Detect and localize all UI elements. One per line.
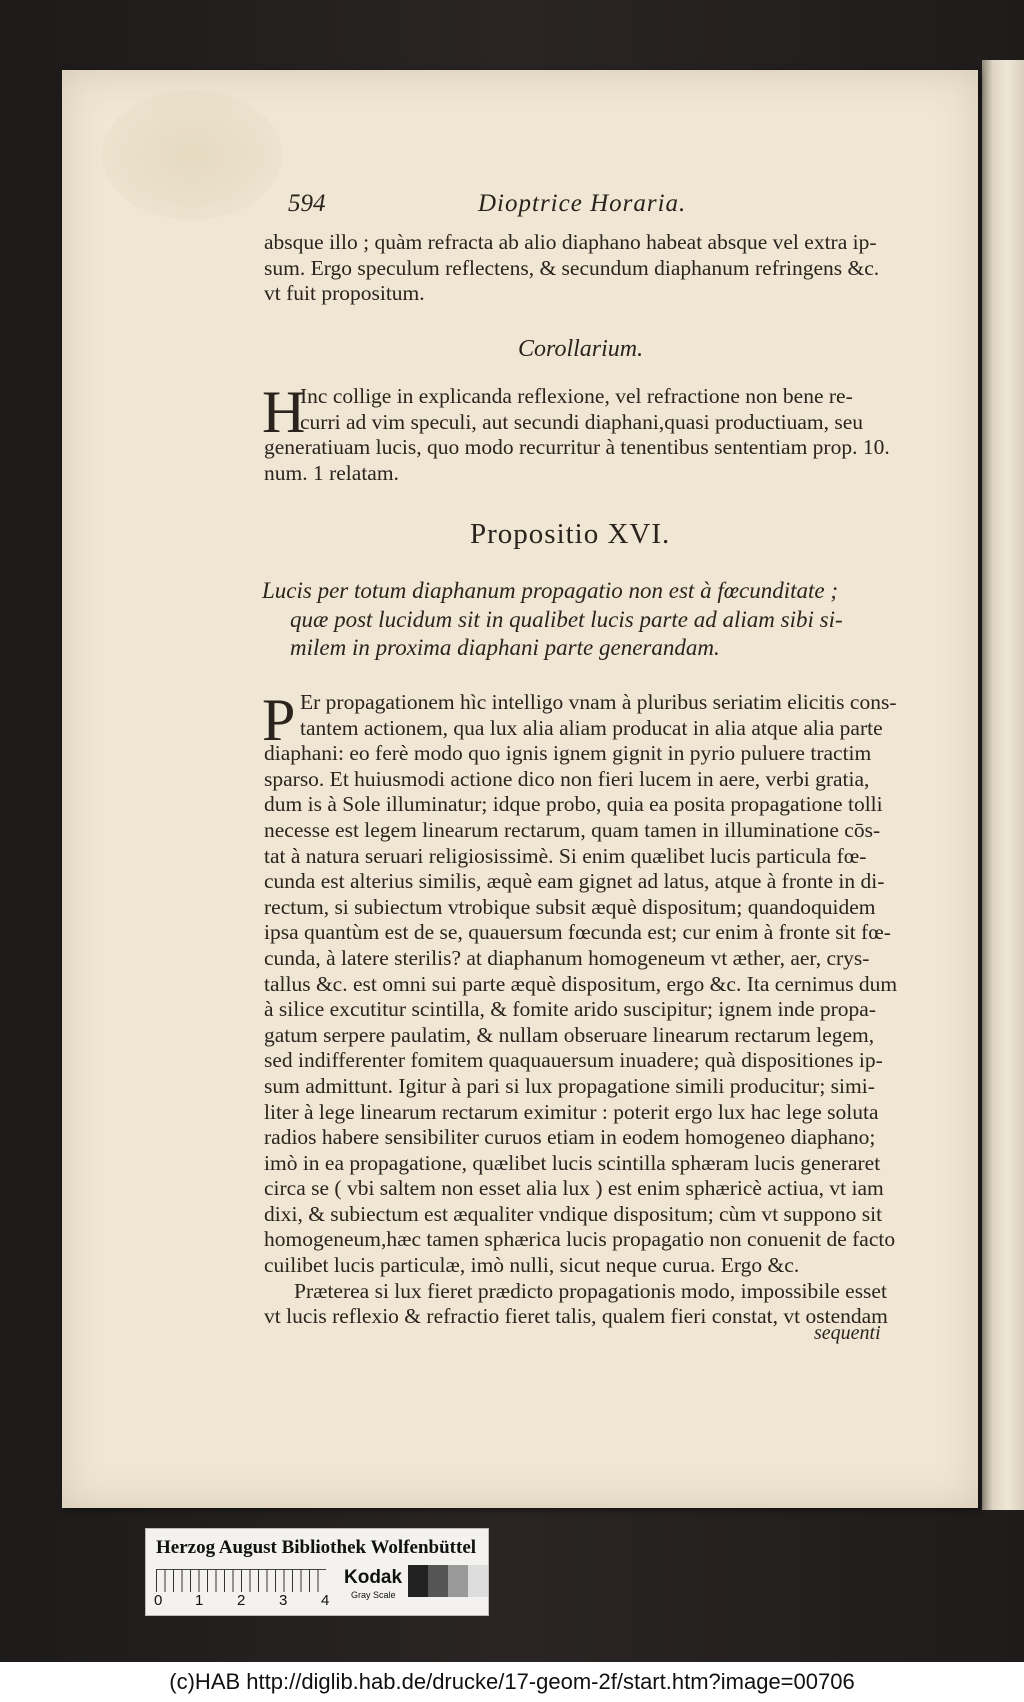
gray-swatch (428, 1565, 448, 1597)
text-line: à silice excutitur scintilla, & fomite arido suscipitur; ignem inde propa- (264, 997, 876, 1022)
text-line: generatiuam lucis, quo modo recurritur à tenentibus sententiam prop. 10. (264, 435, 890, 460)
gray-scale-label: Gray Scale (351, 1590, 396, 1600)
statement-line: Lucis per totum diaphanum propagatio non est à fœcunditate ; (262, 578, 839, 603)
text-line: tallus &c. est omni sui parte æquè dispositum, ergo &c. Ita cernimus dum (264, 971, 898, 996)
proposition-statement (262, 577, 922, 663)
corollary-paragraph (262, 379, 922, 486)
text-line: sum admittunt. Igitur à pari si lux propagatione simili producitur; simi- (264, 1073, 875, 1098)
text-line: diaphani: eo ferè modo quo ignis ignem gignit in pyrio puluere tractim (264, 741, 872, 766)
ruler-number: 1 (195, 1592, 204, 1609)
ruler-numbers (154, 1592, 334, 1610)
paper-stain (102, 90, 282, 220)
running-title: Dioptrice Horaria. (478, 190, 687, 217)
gray-swatch (408, 1565, 428, 1597)
proposition-heading: Propositio XVI. (470, 518, 671, 550)
text-line: Er propagationem hìc intelligo vnam à pluribus seriatim elicitis cons- (300, 690, 897, 714)
text-line: curri ad vim speculi, aut secundi diaphani,quasi productiuam, seu (300, 409, 864, 434)
continuation-paragraph (264, 230, 922, 307)
gray-swatch (468, 1565, 488, 1597)
text-line: Inc collige in explicanda reflexione, vel refractione non bene re- (300, 384, 853, 408)
text-line: rectum, si subiectum vtrobique subsit æquè dispositum; quandoquidem (264, 894, 876, 919)
text-line: tantem actionem, qua lux alia aliam producat in alia atque alia parte (300, 715, 883, 740)
text-line: homogeneum,hæc tamen sphærica lucis propagatio non conuenit de facto (264, 1227, 896, 1252)
text-line: tat à natura seruari religiosissimè. Si enim quælibet lucis particula fœ- (264, 843, 867, 868)
catchword: sequenti (814, 1322, 881, 1344)
text-line: num. 1 relatam. (264, 460, 399, 485)
text-line: vt fuit propositum. (264, 281, 425, 306)
text-line: sparso. Et huiusmodi actione dico non fieri lucem in aere, verbi gratia, (264, 766, 870, 791)
ruler-number: 0 (154, 1592, 163, 1609)
text-line: liter à lege linearum rectarum eximitur : poterit ergo lux hac lege soluta (264, 1099, 879, 1124)
ruler-scale (156, 1569, 326, 1592)
text-line: cuilibet lucis particulæ, imò nulli, sicut neque curua. Ergo &c. (264, 1253, 800, 1278)
text-line: absque illo ; quàm refracta ab alio diaphano habeat absque vel extra ip- (264, 230, 877, 254)
copyright-footer: (c)HAB http://diglib.hab.de/drucke/17-geom-2f/start.htm?image=00706 (0, 1662, 1024, 1702)
ruler-number: 2 (237, 1592, 246, 1609)
main-dropcap: P (262, 687, 296, 753)
library-name: Herzog August Bibliothek Wolfenbüttel (156, 1537, 477, 1558)
page-number: 594 (288, 190, 326, 217)
text-line: ipsa quantùm est de se, quauersum fœcunda est; cur enim à fronte sit fœ- (264, 920, 891, 945)
text-line: radios habere sensibiliter curuos etiam in eodem homogeneo diaphano; (264, 1125, 876, 1150)
text-line: cunda, à latere sterilis? at diaphanum homogeneum vt æther, aer, crys- (264, 945, 870, 970)
text-line: sum. Ergo speculum reflectens, & secundum diaphanum refringens &c. (264, 255, 880, 280)
gray-swatch (448, 1565, 468, 1597)
text-line: Præterea si lux fieret prædicto propagationis modo, impossibile esset (294, 1278, 887, 1303)
running-head (288, 190, 928, 226)
text-line: vt lucis reflexio & refractio fieret talis, qualem fieri constat, vt ostendam (264, 1304, 888, 1329)
text-line: imò in ea propagatione, quælibet lucis scintilla sphæram lucis generaret (264, 1150, 881, 1175)
statement-line: milem in proxima diaphani parte generandam. (290, 635, 720, 660)
text-line: gatum serpere paulatim, & nullam obseruare linearum rectarum legem, (264, 1022, 875, 1047)
text-line: dixi, & subiectum est æqualiter vndique dispositum; cùm vt suppono sit (264, 1201, 883, 1226)
kodak-logo: Kodak (344, 1567, 403, 1588)
corollary-dropcap: H (262, 379, 306, 445)
text-line: sed indifferenter fomitem quaquauersum inuadere; quà dispositiones ip- (264, 1048, 883, 1073)
main-paragraph (262, 687, 922, 1330)
text-line: cunda est alterius similis, æquè eam gignet ad latus, atque à fronte in di- (264, 869, 885, 894)
text-line: dum is à Sole illuminatur; idque probo, quia ea posita propagatione tolli (264, 792, 883, 817)
text-line: circa se ( vbi saltem non esset alia lux ) est enim sphæricè actiua, vt iam (264, 1176, 884, 1201)
ruler-number: 4 (321, 1592, 330, 1609)
ruler-number: 3 (279, 1592, 288, 1609)
statement-line: quæ post lucidum sit in qualibet lucis parte ad aliam sibi si- (290, 606, 843, 632)
corollary-heading: Corollarium. (518, 336, 644, 362)
color-calibration-bar (145, 1528, 489, 1616)
facing-page-edge (982, 60, 1024, 1510)
text-line: necesse est legem linearum rectarum, quam tamen in illuminatione cōs- (264, 817, 881, 842)
